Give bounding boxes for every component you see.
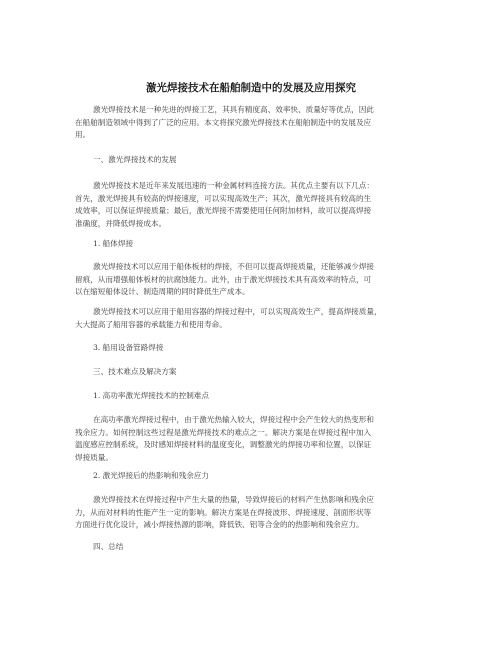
intro-line-1: 激光焊接技术是一种先进的焊接工艺，其具有精度高、效率快、质量好等优点，因此 (93, 105, 374, 114)
section-1-line-3: 成效率，可以保证焊接质量；最后，激光焊接不需要使用任何附加材料，故可以提高焊接 (75, 206, 372, 216)
item-1-p2-line-2: 大大提高了船用容器的承载能力和使用寿命。 (75, 319, 227, 329)
section-4-heading: 四、总结 (93, 542, 124, 551)
item-1-line-1: 激光焊接技术可以应用于船体板材的焊接，不但可以提高焊接质量，还能够减少焊接 (93, 262, 374, 271)
section-1-heading: 一、激光焊接技术的发展 (93, 155, 177, 164)
sub-2-line-2: 力，从而对材料的性能产生一定的影响。解决方案是在焊接波形、焊接速度、剖面形状等 (75, 507, 372, 517)
sub-1-line-1: 在高功率激光焊接过程中，由于激光热输入较大，焊接过程中会产生较大的热变形和 (93, 415, 374, 424)
section-1-line-4: 准确度，并降低焊接成本。 (75, 218, 167, 228)
item-1-p2-line-1: 激光焊接技术可以应用于船用容器的焊接过程中，可以实现高效生产，提高焊接质量， (93, 307, 382, 316)
intro-line-2: 在船舶制造领域中得到了广泛的应用。本文将探究激光焊接技术在船舶制造中的发展及应 (75, 117, 372, 127)
item-1-line-3: 以在缩短船体设计、制造周期的同时降低生产成本。 (75, 287, 250, 297)
sub-1-line-4: 焊接质量。 (75, 452, 113, 462)
sub-2-line-1: 激光焊接技术在焊接过程中产生大量的热量，导致焊接后的材料产生热影响和残余应 (93, 495, 374, 504)
sub-1-heading: 1. 高功率激光焊接技术的控制难点 (93, 391, 209, 400)
section-3-heading: 三、技术难点及解决方案 (93, 367, 177, 376)
item-1-line-2: 留痕，从而增强船体板材的抗腐蚀能力。此外，由于激光焊接技术具有高效率的特点，可 (75, 274, 372, 284)
sub-2-line-3: 方面进行优化设计，减小焊接热源的影响，降低铁、铝等合金的的热影响和残余应力。 (75, 520, 364, 530)
section-1-line-2: 首先，激光焊接具有较高的焊接速度，可以实现高效生产；其次，激光焊接具有较高的生 (75, 193, 372, 203)
section-1-line-1: 激光焊接技术是近年来发展迅速的一种金属材料连接方法。其优点主要有以下几点： (93, 181, 374, 190)
sub-2-heading: 2. 激光焊接后的热影响和残余应力 (93, 471, 209, 480)
sub-1-line-2: 残余应力。如何控制这些过程是激光焊接技术的难点之一。解决方案是在焊接过程中加入 (75, 427, 372, 437)
item-3-heading: 3. 船用设备管路焊接 (93, 343, 164, 352)
intro-line-3: 用。 (75, 130, 91, 140)
sub-1-line-3: 温度感应控制系统，及时感知焊接材料的温度变化，调整激光的焊接功率和位置，以保证 (75, 440, 372, 450)
document-title: 激光焊接技术在船舶制造中的发展及应用探究 (146, 82, 356, 94)
item-1-heading: 1. 船体焊接 (93, 239, 134, 248)
